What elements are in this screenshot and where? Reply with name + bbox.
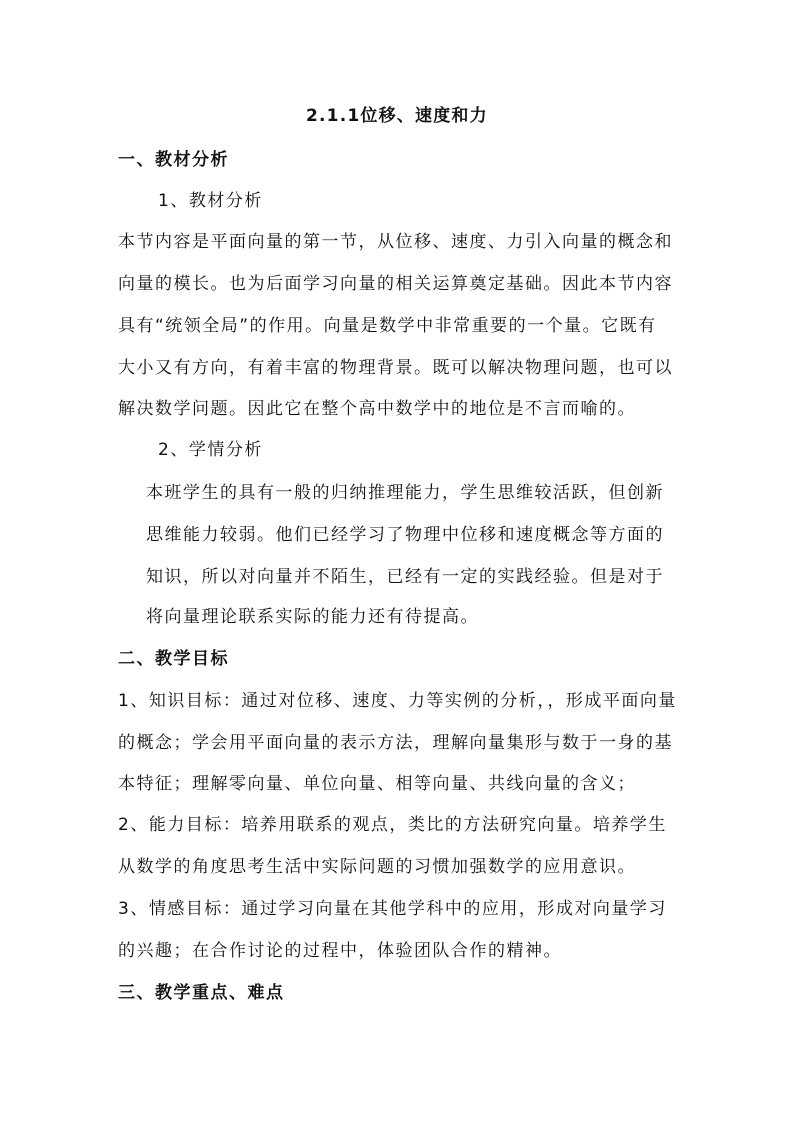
paragraph-line: 具有“统领全局”的作用。向量是数学中非常重要的一个量。它既有 [118,316,657,336]
paragraph-line: 本班学生的具有一般的归纳推理能力，学生思维较活跃，但创新 [146,483,664,503]
objective-line: 3、情感目标：通过学习向量在其他学科中的应用，形成对向量学习 [118,899,667,919]
paragraph-line: 知识，所以对向量并不陌生，已经有一定的实践经验。但是对于 [146,567,664,587]
section-heading-3: 三、教学重点、难点 [118,983,285,1003]
objective-line: 2、能力目标：培养用联系的观点，类比的方法研究向量。培养学生 [118,815,667,835]
objective-line: 从数学的角度思考生活中实际问题的习惯加强数学的应用意识。 [118,857,636,877]
paragraph-line: 本节内容是平面向量的第一节，从位移、速度、力引入向量的概念和 [118,232,673,252]
paragraph-line: 大小又有方向，有着丰富的物理背景。既可以解决物理问题，也可以 [118,358,673,378]
paragraph-line: 思维能力较弱。他们已经学习了物理中位移和速度概念等方面的 [146,525,664,545]
objective-line: 的兴趣；在合作讨论的过程中，体验团队合作的精神。 [118,941,562,961]
section-heading-2: 二、教学目标 [118,649,229,669]
subsection-heading-1: 1、教材分析 [158,191,263,211]
paragraph-line: 将向量理论联系实际的能力还有待提高。 [146,607,479,627]
paragraph-line: 解决数学问题。因此它在整个高中数学中的地位是不言而喻的。 [118,399,636,419]
objective-line: 本特征；理解零向量、单位向量、相等向量、共线向量的含义； [118,774,636,794]
document-title: 2.1.1位移、速度和力 [306,106,488,126]
objective-line: 1、知识目标：通过对位移、速度、力等实例的分析，，形成平面向量 [118,691,677,711]
objective-line: 的概念；学会用平面向量的表示方法，理解向量集形与数于一身的基 [118,733,673,753]
subsection-heading-2: 2、学情分析 [158,440,263,460]
paragraph-line: 向量的模长。也为后面学习向量的相关运算奠定基础。因此本节内容 [118,274,673,294]
section-heading-1: 一、教材分析 [118,150,229,170]
